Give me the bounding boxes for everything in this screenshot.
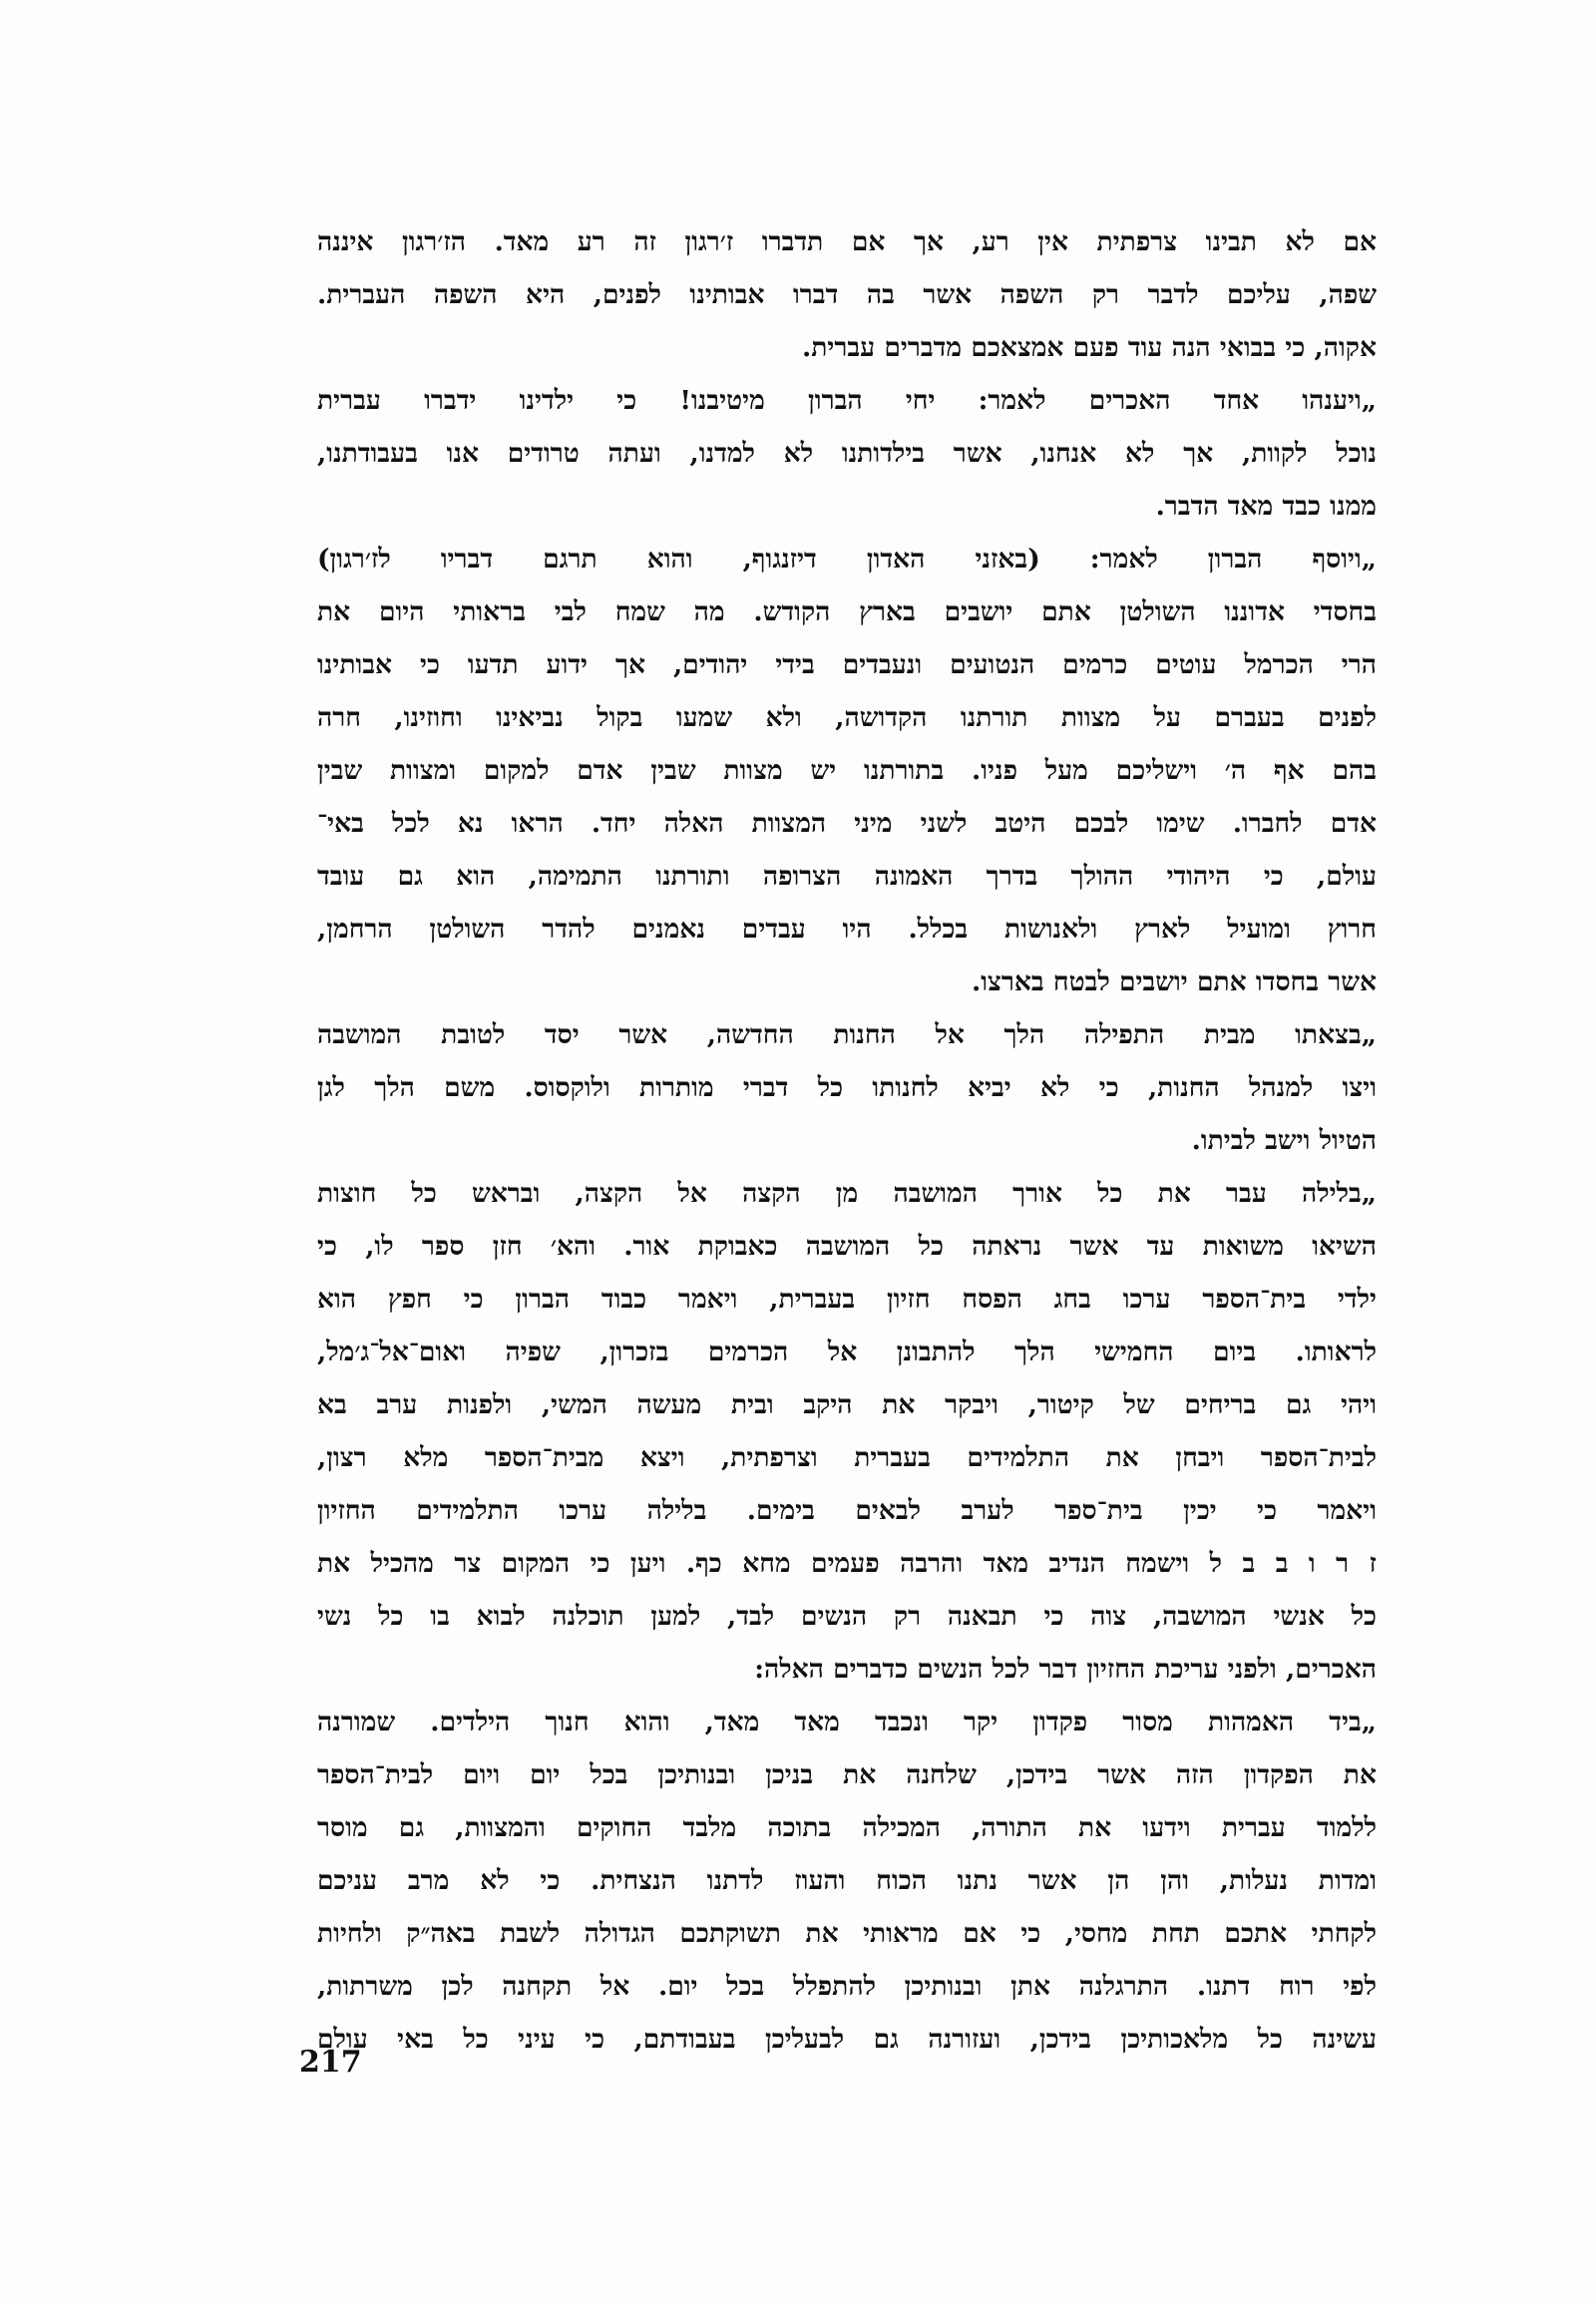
text-line: ויצו למנהל החנות, כי לא יביא לחנותו כל דברי מותרות ולוקסוס. משם הלך לגן	[317, 1072, 1377, 1103]
text-line: אקוה, כי בבואי הנה עוד פעם אמצאכם מדברים עברית.	[802, 332, 1377, 363]
text-line: לפנים בעברם על מצוות תורתנו הקדושה, ולא שמעו בקול נביאינו וחוזינו, חרה	[317, 702, 1377, 733]
text-line: השיאו משואות עד אשר נראתה כל המושבה כאבוקת אור. והא׳ חזן ספר לו, כי	[317, 1231, 1377, 1262]
text-line: לבית־הספר ויבחן את התלמידים בעברית וצרפתית, ויצא מבית־הספר מלא רצון,	[317, 1442, 1377, 1473]
text-line: ילדי בית־הספר ערכו בחג הפסח חזיון בעברית, ויאמר כבוד הברון כי חפץ הוא	[317, 1284, 1377, 1315]
text-line: „ביד האמהות מסור פקדון יקר ונכבד מאד מאד, והוא חנוך הילדים. שמורנה	[317, 1707, 1377, 1737]
text-line: אם לא תבינו צרפתית אין רע, אך אם תדברו ז׳רגון זה רע מאד. הז׳רגון איננה	[317, 226, 1377, 257]
text-line: בחסדי אדוננו השולטן אתם יושבים בארץ הקודש. מה שמח לבי בראותי היום את	[317, 596, 1377, 627]
text-line: ומדות נעלות, והן הן אשר נתנו הכוח והעוז לדתנו הנצחית. כי לא מרב עניכם	[317, 1865, 1377, 1896]
text-line: כל אנשי המושבה, צוה כי תבאנה רק הנשים לבד, למען תוכלנה לבוא בו כל נשי	[317, 1601, 1377, 1632]
text-line: אדם לחברו. שימו לבכם היטב לשני מיני המצוות האלה יחד. הראו נא לכל באי־	[317, 808, 1377, 839]
text-line: נוכל לקוות, אך לא אנחנו, אשר בילדותנו לא למדנו, ועתה טרודים אנו בעבודתנו,	[317, 438, 1377, 469]
page-number: 217	[299, 2045, 362, 2080]
text-line: הרי הכרמל עוטים כרמים הנטועים ונעבדים בידי יהודים, אך ידוע תדעו כי אבותינו	[317, 649, 1377, 680]
text-line: „בצאתו מבית התפילה הלך אל החנות החדשה, אשר יסד לטובת המושבה	[317, 1019, 1377, 1050]
text-line: שפה, עליכם לדבר רק השפה אשר בה דברו אבותינו לפנים, היא השפה העברית.	[317, 279, 1377, 310]
text-line: לקחתי אתכם תחת מחסי, כי אם מראותי את תשוקתכם הגדולה לשבת באה״ק ולחיות	[317, 1918, 1377, 1949]
body-text	[317, 215, 1377, 2066]
text-line: אשר בחסדו אתם יושבים לבטח בארצו.	[972, 966, 1377, 997]
text-line: ויאמר כי יכין בית־ספר לערב לבאים בימים. בלילה ערכו התלמידים החזיון	[317, 1495, 1377, 1526]
text-line: ז ר ו ב ב ל וישמח הנדיב מאד והרבה פעמים מחא כף. ויען כי המקום צר מהכיל את	[317, 1548, 1377, 1579]
text-line: האכרים, ולפני עריכת החזיון דבר לכל הנשים כדברים האלה:	[754, 1654, 1377, 1685]
text-line: את הפקדון הזה אשר בידכן, שלחנה את בניכן ובנותיכן בכל יום ויום לבית־הספר	[317, 1759, 1377, 1790]
text-line: חרוץ ומועיל לארץ ולאנושות בכלל. היו עבדים נאמנים להדר השולטן הרחמן,	[317, 914, 1377, 945]
text-line: ללמוד עברית וידעו את התורה, המכילה בתוכה מלבד החוקים והמצוות, גם מוסר	[317, 1812, 1377, 1843]
text-line: „בלילה עבר את כל אורך המושבה מן הקצה אל הקצה, ובראש כל חוצות	[317, 1178, 1377, 1209]
text-line: הטיול וישב לביתו.	[1191, 1125, 1377, 1156]
text-line: לפי רוח דתנו. התרגלנה אתן ובנותיכן להתפלל בכל יום. אל תקחנה לכן משרתות,	[317, 1971, 1377, 2002]
text-line: „ויענהו אחד האכרים לאמר: יחי הברון מיטיבנו! כי ילדינו ידברו עברית	[317, 385, 1377, 416]
text-line: „ויוסף הברון לאמר: (באזני האדון דיזנגוף, והוא תרגם דבריו לז׳רגון)	[317, 544, 1377, 575]
text-line: ממנו כבד מאד הדבר.	[1155, 491, 1377, 522]
text-line: לראותו. ביום החמישי הלך להתבונן אל הכרמים בזכרון, שפיה ואום־אל־ג׳מל,	[317, 1337, 1377, 1367]
text-line: עולם, כי היהודי ההולך בדרך האמונה הצרופה ותורתנו התמימה, הוא גם עובד	[317, 861, 1377, 892]
text-line: בהם אף ה׳ וישליכם מעל פניו. בתורתנו יש מצוות שבין אדם למקום ומצוות שבין	[317, 755, 1377, 786]
text-line: עשינה כל מלאכותיכן בידכן, ועזורנה גם לבעליכן בעבודתם, כי עיני כל באי עולם	[317, 2024, 1377, 2055]
text-line: ויהי גם בריחים של קיטור, ויבקר את היקב ובית מעשה המשי, ולפנות ערב בא	[317, 1389, 1377, 1420]
